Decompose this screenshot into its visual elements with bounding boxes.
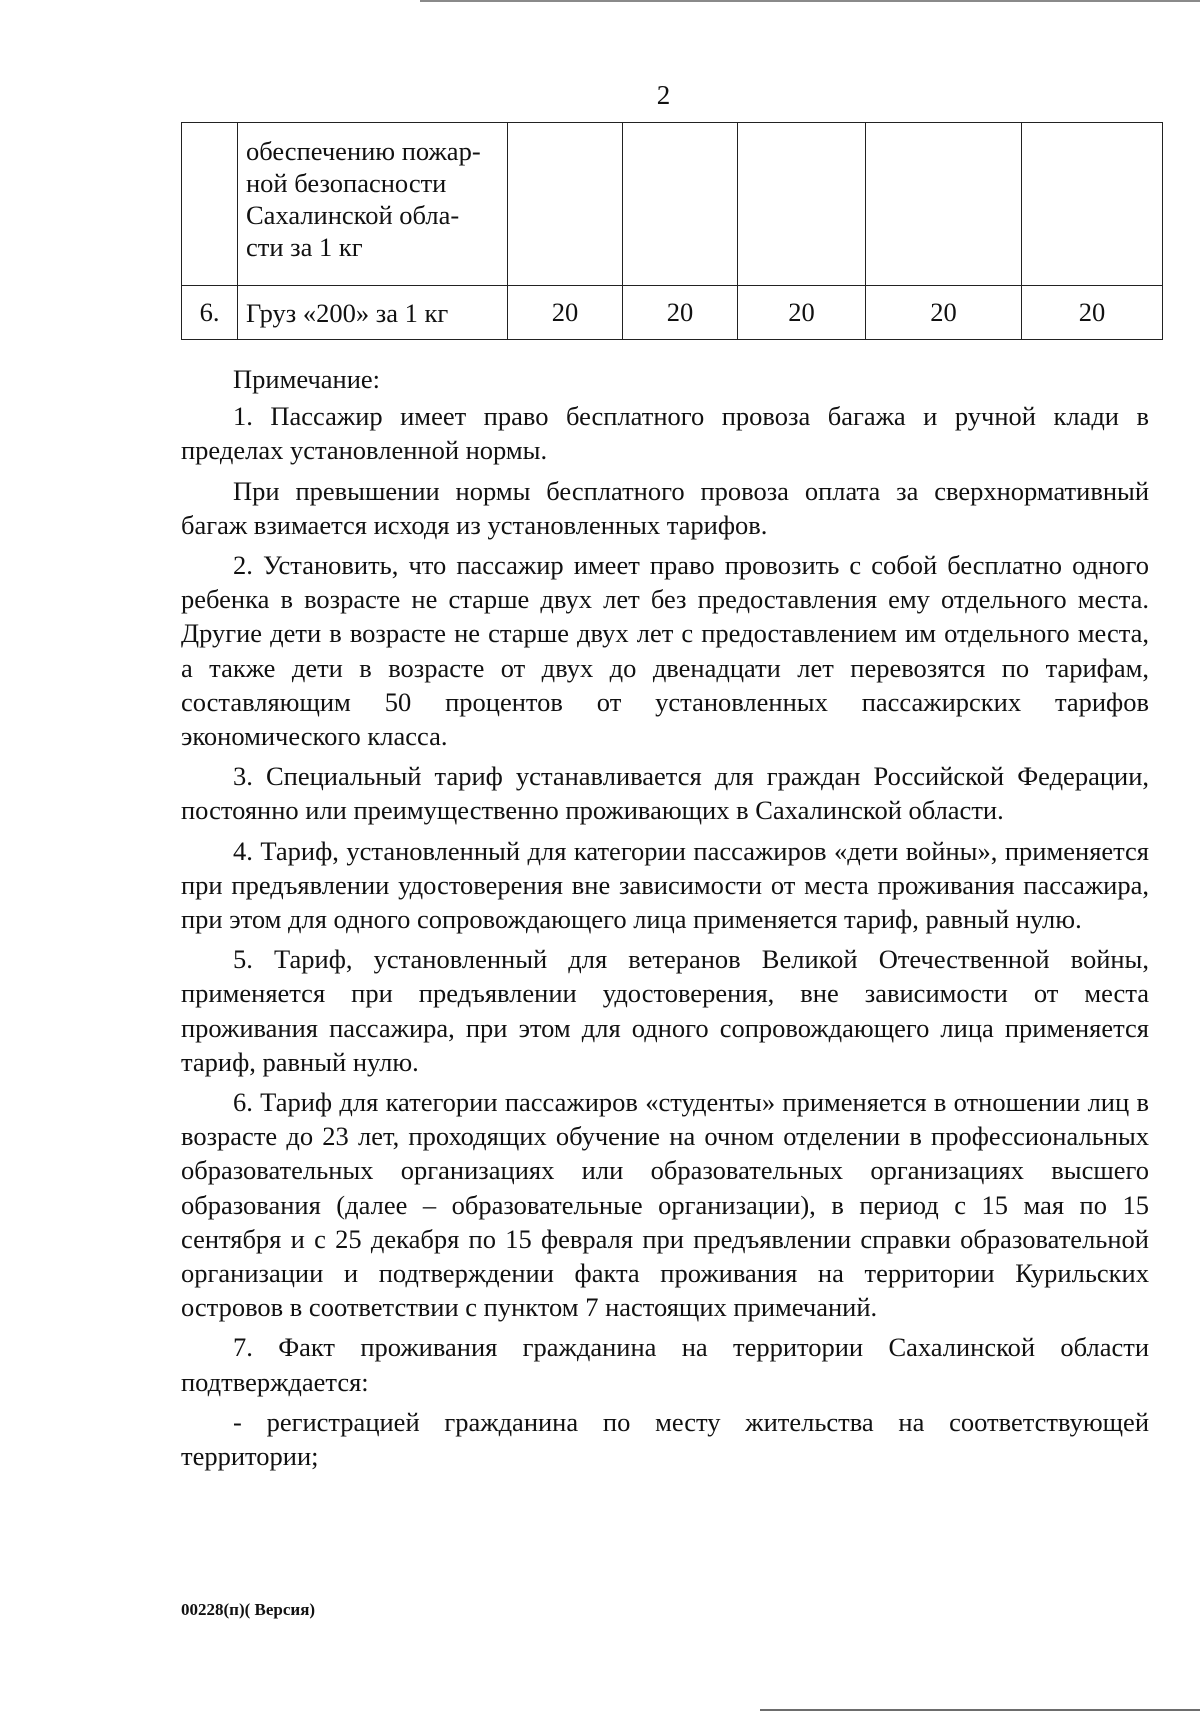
row-name-cell: Груз «200» за 1 кг [238,286,508,340]
notes-title: Примечание: [233,364,381,394]
tariff-table [181,122,1163,340]
notes-section [181,362,1149,1479]
value-cell: 20 [1022,286,1163,340]
value-cell [623,123,738,286]
table-row [182,286,1163,340]
value-cell [508,123,623,286]
scan-edge-bottom [760,1709,1200,1711]
note-paragraph: 4. Тариф, установленный для категории пассажиров «дети войны», применяется при предъявлении удостоверения вне зависимости от места проживания пассажира, при этом для одного сопровождающего лица применяется тариф, равный нулю. [181,835,1149,935]
note-paragraph: 6. Тариф для категории пассажиров «студенты» применяется в отношении лиц в возрасте до 23 лет, проходящих обучение на очном отделении в профессиональных образовательных организациях или образовательных организациях высшего образования (далее – образовательные организации), в период с 15 мая по 15 сентября и с 25 декабря по 15 февраля при предъявлении справки образовательной организации и подтверждении факта проживания на территории Курильских островов в соответствии с пунктом 7 настоящих примечаний. [181,1087,1149,1323]
note-paragraph: - регистрацией гражданина по месту жительства на соответствующей территории; [181,1406,1149,1472]
note-paragraph: 5. Тариф, установленный для ветеранов Великой Отечественной войны, применяется при предъявлении удостоверения, вне зависимости от места проживания пассажира, при этом для одного сопровождающего лица применяется тариф, равный нулю. [181,944,1149,1077]
page-number: 2 [656,80,671,110]
value-cell [866,123,1022,286]
table-row [182,123,1163,286]
note-paragraph: 3. Специальный тариф устанавливается для граждан Российской Федерации, постоянно или преимущественно проживающих в Сахалинской области. [181,761,1149,826]
note-paragraph: 2. Установить, что пассажир имеет право провозить с собой бесплатно одного ребенка в возрасте не старше двух лет без предоставления ему отдельного места. Другие дети в возрасте не старше двух лет с предоставлением им отдельного места, а также дети в возрасте от двух до двенадцати лет перевозятся по тарифам, составляющим 50 процентов от установленных пассажирских тарифов экономического класса. [181,550,1149,752]
value-cell [738,123,866,286]
value-cell [1022,123,1163,286]
note-paragraph: При превышении нормы бесплатного провоза оплата за сверхнормативный багаж взимается исходя из установленных тарифов. [181,475,1149,540]
scan-edge-top [420,0,1200,2]
value-cell: 20 [866,286,1022,340]
note-paragraph: 7. Факт проживания гражданина на территории Сахалинской области подтверждается: [181,1332,1149,1397]
document-code: 00228(п)( Версия) [181,1600,316,1619]
note-paragraph: 1. Пассажир имеет право бесплатного провоза багажа и ручной клади в пределах установленной нормы. [181,401,1149,466]
value-cell: 20 [738,286,866,340]
row-number-cell: 6. [182,286,238,340]
row-name-cell: обеспечению пожар- ной безопасности Сахалинской обла- сти за 1 кг [238,123,508,286]
value-cell: 20 [623,286,738,340]
row-number-cell [182,123,238,286]
value-cell: 20 [508,286,623,340]
